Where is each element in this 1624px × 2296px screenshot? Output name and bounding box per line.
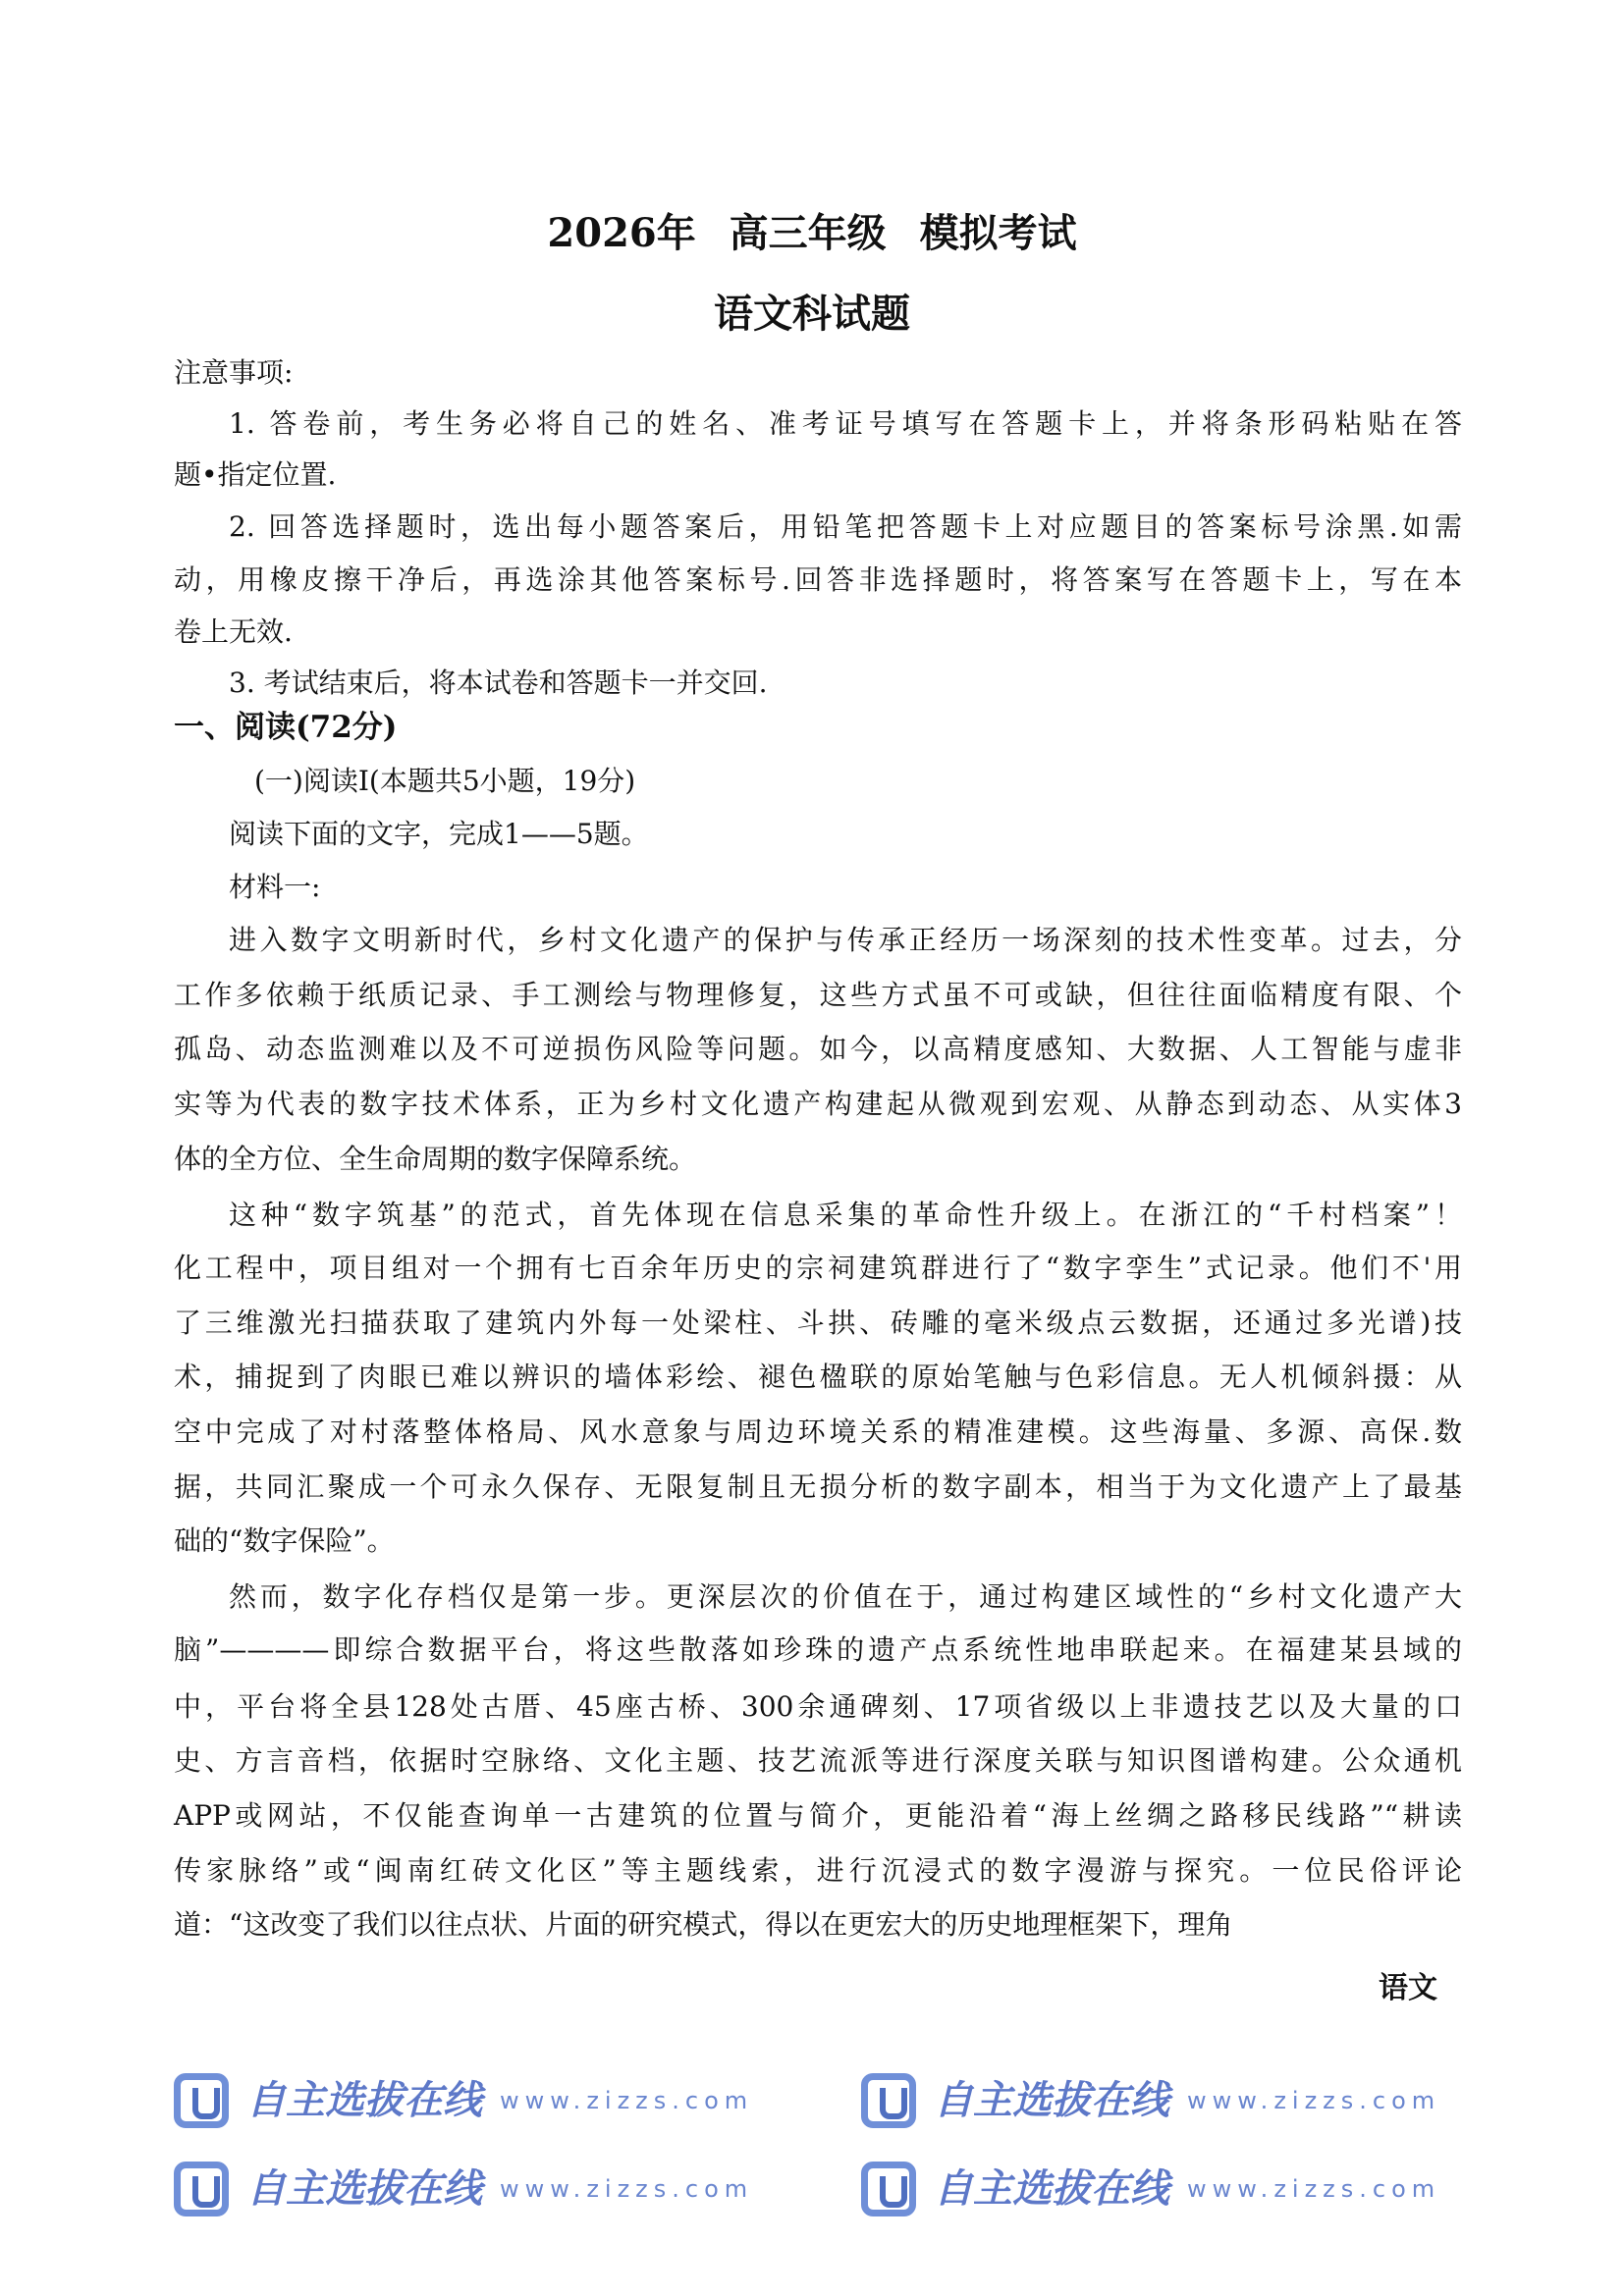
- text-line: 传家脉络”或“闽南红砖文化区”等主题线索，进行沉浸式的数字漫游与探究。一位民俗评论: [174, 1854, 1462, 1887]
- page-footer-subject: 语文: [1379, 1971, 1437, 2005]
- text-line: 这种“数字筑基”的范式，首先体现在信息采集的革命性升级上。在浙江的“千村档案”！: [229, 1199, 1462, 1231]
- watermark-logo-icon: [861, 2162, 916, 2216]
- text-line: 史、方言音档，依据时空脉络、文化主题、技艺流派等进行深度关联与知识图谱构建。公众通机: [174, 1744, 1462, 1777]
- watermark-brand: 自主选拔在线: [246, 2165, 482, 2212]
- watermark-url: www.zizzs.com: [500, 2087, 754, 2114]
- text-line: 卷上无效.: [174, 615, 293, 648]
- watermark: [861, 2071, 1440, 2130]
- text-line: 动，用橡皮擦干净后，再选涂其他答案标号.回答非选择题时，将答案写在答题卡上，写在本: [174, 563, 1462, 596]
- text-line: 孤岛、动态监测难以及不可逆损伤风险等问题。如今，以高精度感知、大数据、人工智能与虚非: [174, 1033, 1462, 1065]
- watermark: [861, 2160, 1440, 2218]
- watermark-logo-icon: [861, 2073, 916, 2128]
- text-line: APP或网站，不仅能查询单一古建筑的位置与简介，更能沿着“海上丝绸之路移民线路”“耕读: [174, 1799, 1462, 1832]
- section-heading: 一、阅读(72分): [174, 710, 398, 745]
- text-line: 中，平台将全县128处古厝、45座古桥、300余通碑刻、17项省级以上非遗技艺以及大量的口: [174, 1690, 1462, 1723]
- watermark-brand: 自主选拔在线: [934, 2165, 1169, 2212]
- text-line: (一)阅读Ⅰ(本题共5小题，19分): [254, 765, 636, 797]
- text-line: 工作多依赖于纸质记录、手工测绘与物理修复，这些方式虽不可或缺，但往往面临精度有限、个: [174, 979, 1462, 1011]
- watermark-logo-icon: [174, 2073, 229, 2128]
- text-line: 题•指定位置.: [174, 458, 337, 491]
- text-line: 据，共同汇聚成一个可永久保存、无限复制且无损分析的数字副本，相当于为文化遗产上了最基: [174, 1470, 1462, 1503]
- watermark-brand: 自主选拔在线: [934, 2077, 1169, 2123]
- text-line: 材料一:: [229, 871, 321, 903]
- text-line: 3. 考试结束后，将本试卷和答题卡一并交回.: [229, 667, 768, 699]
- exam-subtitle: 语文科试题: [714, 291, 910, 337]
- text-line: 道：“这改变了我们以往点状、片面的研究模式，得以在更宏大的历史地理框架下，理角: [174, 1908, 1233, 1941]
- text-line: 1. 答卷前，考生务必将自己的姓名、准考证号填写在答题卡上，并将条形码粘贴在答: [229, 407, 1462, 440]
- text-line: 空中完成了对村落整体格局、风水意象与周边环境关系的精准建模。这些海量、多源、高保.数: [174, 1415, 1462, 1448]
- text-line: 了三维激光扫描获取了建筑内外每一处梁柱、斗拱、砖雕的毫米级点云数据，还通过多光谱)技: [174, 1307, 1462, 1339]
- exam-title: 2026年 高三年级 模拟考试: [547, 210, 1077, 256]
- text-line: 化工程中，项目组对一个拥有七百余年历史的宗祠建筑群进行了“数字孪生”式记录。他们不'用: [174, 1252, 1462, 1284]
- watermark: [174, 2160, 753, 2218]
- text-line: 2. 回答选择题时，选出每小题答案后，用铅笔把答题卡上对应题目的答案标号涂黑.如需: [229, 510, 1462, 543]
- watermark-url: www.zizzs.com: [1187, 2175, 1441, 2203]
- text-line: 注意事项:: [174, 356, 294, 389]
- text-line: 脑”————即综合数据平台，将这些散落如珍珠的遗产点系统性地串联起来。在福建某县域的: [174, 1633, 1462, 1666]
- text-line: 体的全方位、全生命周期的数字保障系统。: [174, 1143, 697, 1175]
- text-line: 实等为代表的数字技术体系，正为乡村文化遗产构建起从微观到宏观、从静态到动态、从实体3: [174, 1088, 1462, 1120]
- text-line: 进入数字文明新时代，乡村文化遗产的保护与传承正经历一场深刻的技术性变革。过去，分: [229, 924, 1462, 956]
- watermark-url: www.zizzs.com: [1187, 2087, 1441, 2114]
- text-line: 阅读下面的文字，完成1——5题。: [229, 818, 649, 850]
- watermark: [174, 2071, 753, 2130]
- watermark-url: www.zizzs.com: [500, 2175, 754, 2203]
- watermark-logo-icon: [174, 2162, 229, 2216]
- watermark-brand: 自主选拔在线: [246, 2077, 482, 2123]
- text-line: 础的“数字保险”。: [174, 1524, 395, 1557]
- text-line: 然而，数字化存档仅是第一步。更深层次的价值在于，通过构建区域性的“乡村文化遗产大: [229, 1580, 1462, 1613]
- text-line: 术，捕捉到了肉眼已难以辨识的墙体彩绘、褪色楹联的原始笔触与色彩信息。无人机倾斜摄：从: [174, 1361, 1462, 1393]
